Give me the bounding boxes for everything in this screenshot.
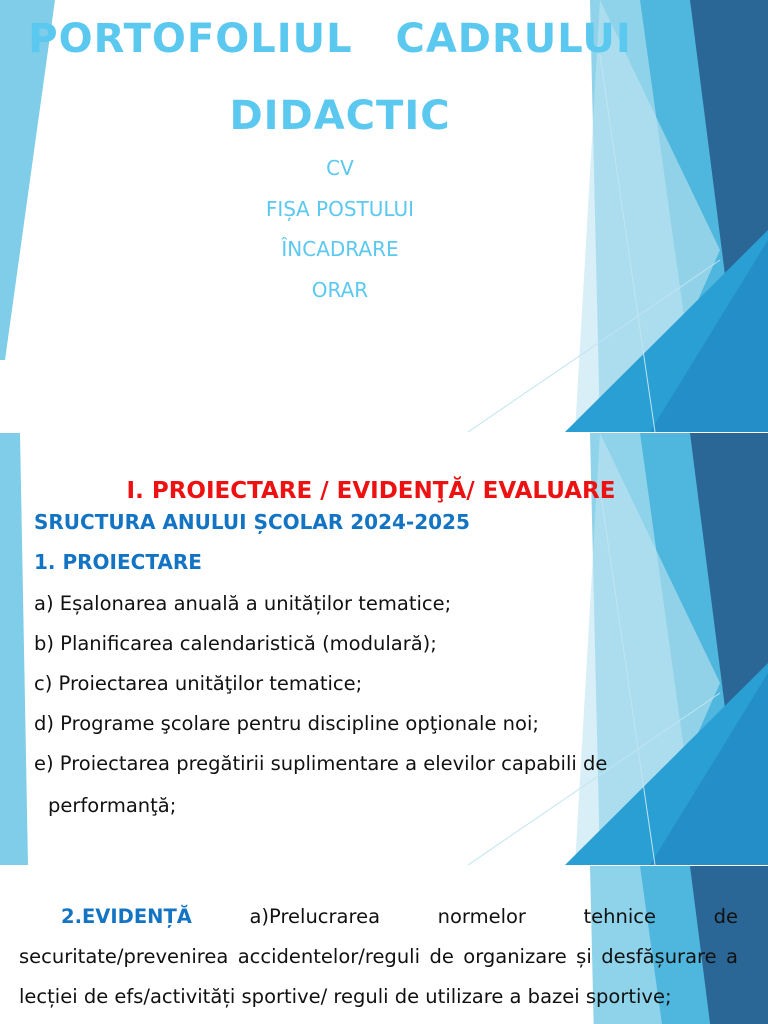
list-item: b) Planificarea calendaristică (modulară); [34,632,437,655]
list-item-incadrare: ÎNCADRARE [281,237,399,261]
section-heading: I. PROIECTARE / EVIDENŢĂ/ EVALUARE [126,478,616,504]
list-item: d) Programe şcolare pentru discipline opţionale noi; [34,712,539,735]
school-year-subheading: SRUCTURA ANULUI ȘCOLAR 2024-2025 [34,510,470,534]
list-item: a) Eșalonarea anuală a unităților tematice; [34,592,452,615]
list-item: c) Proiectarea unităţilor tematice; [34,672,363,695]
list-item-continuation: performanţă; [48,794,177,817]
slide-1-list [0,153,680,315]
list-item: e) Proiectarea pregătirii suplimentare a elevilor capabili de [34,752,608,775]
proiectare-subheading: 1. PROIECTARE [34,550,202,574]
proiectare-list [34,590,607,790]
list-item-fisa-postului: FIȘA POSTULUI [265,196,415,221]
list-item-cv: CV [326,156,354,180]
slide-1-title-line-1: PORTOFOLIUL CADRULUI [28,16,632,62]
slide-1 [0,0,768,432]
evidenta-paragraph [19,897,738,1017]
evidenta-text: a)Prelucrarea normelor tehnice de securitate/prevenirea accidentelor/reguli de organizare și desfășurare a lecției de efs/activități sportive/ reguli de utilizare a bazei sportive; [19,905,738,1008]
slide-1-title-line-2: DIDACTIC [229,93,451,139]
list-item-orar: ORAR [311,277,369,302]
evidenta-keyword: 2.EVIDENȚĂ [61,905,192,928]
